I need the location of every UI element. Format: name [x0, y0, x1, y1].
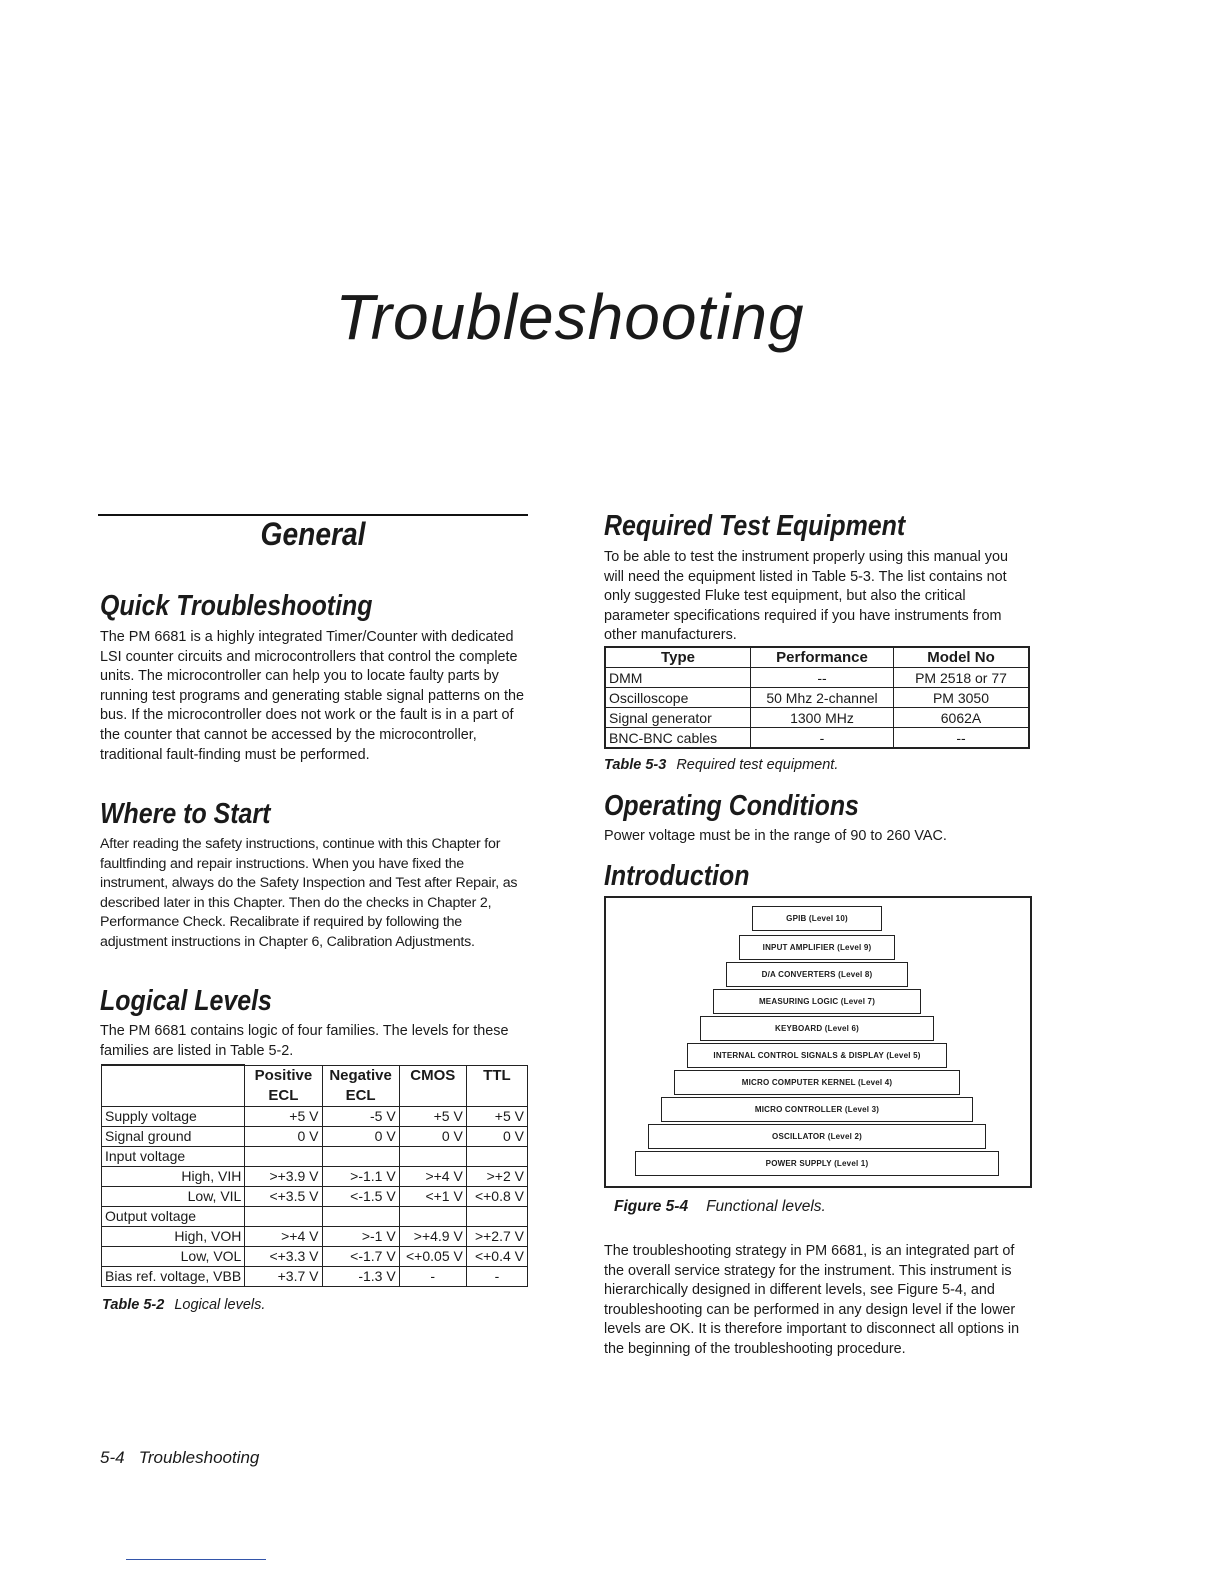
cell: PM 3050 — [894, 688, 1030, 708]
logical-levels-text: The PM 6681 contains logic of four families. The levels for these families are listed in Table 5-2. — [100, 1023, 509, 1059]
cell: <+0.8 V — [466, 1186, 527, 1206]
where-to-start-heading: Where to Start — [100, 798, 271, 830]
col-cmos: CMOS — [399, 1065, 466, 1106]
where-to-start-text: After reading the safety instructions, continue with this Chapter for faultfinding and repair instructions. When you have fixed the instrument, always do the Safety Inspection and Test after Repair, as described later in this Chapter. Then do the checks in Chapter 2, Performance Check. Recalibrate if required by following the adjustment instructions in Chapter 6, Calibration Adjustments. — [100, 836, 518, 950]
level-5-box: INTERNAL CONTROL SIGNALS & DISPLAY (Level 5) — [687, 1043, 947, 1068]
level-7-box: MEASURING LOGIC (Level 7) — [713, 989, 921, 1014]
caption-text: Functional levels. — [706, 1198, 826, 1215]
quick-troubleshooting-heading: Quick Troubleshooting — [100, 590, 373, 622]
cell: +5 V — [245, 1106, 322, 1126]
functional-levels-figure — [604, 896, 1032, 1188]
table-row — [605, 668, 1029, 688]
cell — [245, 1206, 322, 1226]
cell: <+3.5 V — [245, 1186, 322, 1206]
table-row — [102, 1266, 528, 1286]
caption-text: Required test equipment. — [676, 757, 839, 773]
table-header-row — [102, 1065, 528, 1106]
footer-line — [126, 1559, 266, 1560]
table-row — [605, 728, 1029, 749]
cell — [399, 1146, 466, 1166]
level-9-box: INPUT AMPLIFIER (Level 9) — [739, 935, 895, 960]
cell: 0 V — [322, 1126, 399, 1146]
cell: <+1 V — [399, 1186, 466, 1206]
row-label: Output voltage — [102, 1206, 245, 1226]
chapter-title: Troubleshooting — [335, 281, 805, 353]
level-10-box: GPIB (Level 10) — [752, 906, 882, 931]
cell: -- — [751, 668, 894, 688]
cell: -1.3 V — [322, 1266, 399, 1286]
cell: - — [399, 1266, 466, 1286]
col-positive-ecl: Positive ECL — [245, 1065, 322, 1106]
operating-conditions-heading: Operating Conditions — [604, 790, 859, 822]
table-5-2-caption — [102, 1297, 265, 1313]
cell: >+2.7 V — [466, 1226, 527, 1246]
caption-number: Figure 5-4 — [614, 1198, 689, 1215]
col-ttl: TTL — [466, 1065, 527, 1106]
col-type: Type — [605, 647, 751, 668]
cell: +5 V — [466, 1106, 527, 1126]
table-row — [605, 688, 1029, 708]
table-header-row — [605, 647, 1029, 668]
row-label: Supply voltage — [102, 1106, 245, 1126]
cell — [322, 1206, 399, 1226]
cell: >-1.1 V — [322, 1166, 399, 1186]
row-label: High, VOH — [102, 1226, 245, 1246]
caption-text: Logical levels. — [174, 1297, 266, 1313]
logical-levels-heading: Logical Levels — [100, 985, 272, 1017]
cell: >+4.9 V — [399, 1226, 466, 1246]
col-model-no: Model No — [894, 647, 1030, 668]
cell: Signal generator — [605, 708, 751, 728]
logical-levels-table — [101, 1064, 528, 1287]
cell: PM 2518 or 77 — [894, 668, 1030, 688]
cell: >+4 V — [245, 1226, 322, 1246]
table-row — [102, 1206, 528, 1226]
cell: >+3.9 V — [245, 1166, 322, 1186]
cell — [322, 1146, 399, 1166]
level-3-box: MICRO CONTROLLER (Level 3) — [661, 1097, 973, 1122]
level-8-box: D/A CONVERTERS (Level 8) — [726, 962, 908, 987]
row-label: Low, VIL — [102, 1186, 245, 1206]
introduction-text: The troubleshooting strategy in PM 6681, is an integrated part of the overall service strategy for the instrument. This instrument is hierarchically designed in different levels, see Figure 5-4, and troubleshooting can be performed in any design level if the lower levels are OK. It is therefore important to disconnect all options in the beginning of the troubleshooting procedure. — [604, 1243, 1020, 1357]
cell: <-1.7 V — [322, 1246, 399, 1266]
page-footer: 5-4 Troubleshooting — [100, 1448, 260, 1467]
row-label: Input voltage — [102, 1146, 245, 1166]
cell: 50 Mhz 2-channel — [751, 688, 894, 708]
cell: 0 V — [466, 1126, 527, 1146]
cell: DMM — [605, 668, 751, 688]
cell: <+0.05 V — [399, 1246, 466, 1266]
required-test-equipment-heading: Required Test Equipment — [604, 510, 906, 542]
operating-conditions-text: Power voltage must be in the range of 90 to 260 VAC. — [604, 828, 947, 844]
col-performance: Performance — [751, 647, 894, 668]
introduction-heading: Introduction — [604, 860, 750, 892]
cell: - — [466, 1266, 527, 1286]
cell: >+2 V — [466, 1166, 527, 1186]
table-5-3-caption — [604, 757, 838, 773]
cell — [245, 1146, 322, 1166]
cell: -5 V — [322, 1106, 399, 1126]
table-row — [102, 1166, 528, 1186]
cell: - — [751, 728, 894, 749]
table-row — [102, 1226, 528, 1246]
required-equipment-table — [604, 646, 1030, 749]
table-row — [102, 1106, 528, 1126]
cell — [466, 1146, 527, 1166]
cell: >-1 V — [322, 1226, 399, 1246]
cell: 1300 MHz — [751, 708, 894, 728]
cell: 0 V — [245, 1126, 322, 1146]
level-4-box: MICRO COMPUTER KERNEL (Level 4) — [674, 1070, 960, 1095]
cell: BNC-BNC cables — [605, 728, 751, 749]
cell: <-1.5 V — [322, 1186, 399, 1206]
quick-troubleshooting-text: The PM 6681 is a highly integrated Timer/Counter with dedicated LSI counter circuits and microcontrollers that control the complete units. The microcontroller can help you to locate faulty parts by running test programs and generating stable signal patterns on the bus. If the microcontroller does not work or the fault is in a part of the counter that cannot be accessed by the microcontroller, traditional fault-finding must be performed. — [100, 629, 524, 763]
figure-5-4-caption — [614, 1198, 826, 1216]
col-negative-ecl: Negative ECL — [322, 1065, 399, 1106]
cell: +3.7 V — [245, 1266, 322, 1286]
cell — [466, 1206, 527, 1226]
level-2-box: OSCILLATOR (Level 2) — [648, 1124, 986, 1149]
table-row — [102, 1186, 528, 1206]
row-label: High, VIH — [102, 1166, 245, 1186]
row-label: Signal ground — [102, 1126, 245, 1146]
cell: Oscilloscope — [605, 688, 751, 708]
table-row — [102, 1126, 528, 1146]
row-label: Bias ref. voltage, VBB — [102, 1266, 245, 1286]
cell: >+4 V — [399, 1166, 466, 1186]
cell: <+0.4 V — [466, 1246, 527, 1266]
row-label: Low, VOL — [102, 1246, 245, 1266]
general-heading: General — [260, 516, 366, 552]
cell: +5 V — [399, 1106, 466, 1126]
caption-number: Table 5-3 — [604, 757, 667, 773]
table-row — [102, 1246, 528, 1266]
cell — [399, 1206, 466, 1226]
table-row — [605, 708, 1029, 728]
level-6-box: KEYBOARD (Level 6) — [700, 1016, 934, 1041]
required-test-equipment-text: To be able to test the instrument properly using this manual you will need the equipment listed in Table 5-3. The list contains not only suggested Fluke test equipment, but also the critical parameter specifications required if you have instruments from other manufacturers. — [604, 549, 1008, 644]
cell: <+3.3 V — [245, 1246, 322, 1266]
level-1-box: POWER SUPPLY (Level 1) — [635, 1151, 999, 1176]
cell: -- — [894, 728, 1030, 749]
cell: 6062A — [894, 708, 1030, 728]
caption-number: Table 5-2 — [102, 1297, 165, 1313]
cell: 0 V — [399, 1126, 466, 1146]
table-row — [102, 1146, 528, 1166]
